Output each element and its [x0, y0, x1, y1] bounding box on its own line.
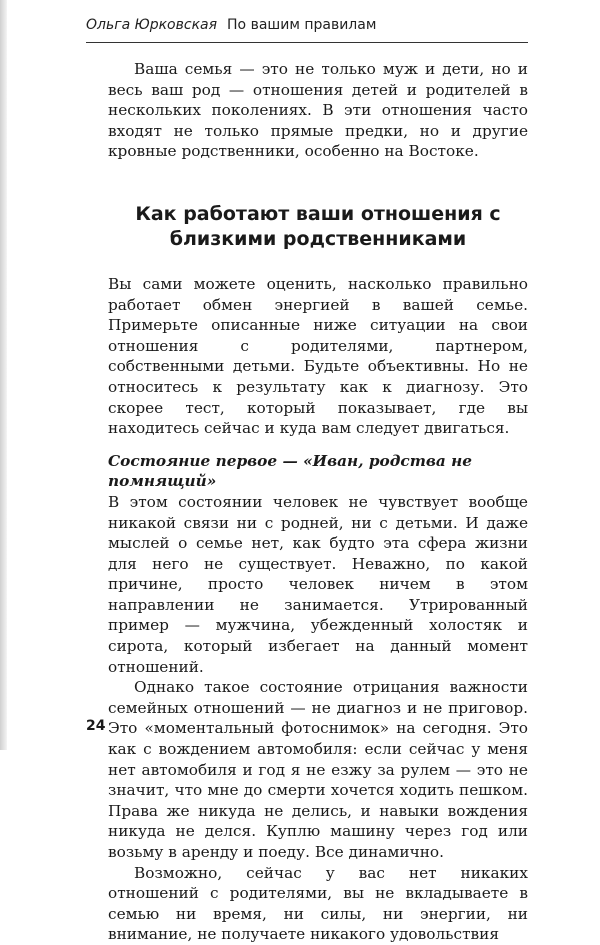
running-header: [86, 17, 526, 33]
body-paragraph: В этом состоянии человек не чувствует вообще никакой связи ни с родней, ни с детьми. И даже мыслей о семье нет, как будто эта сфера жизни для него не существует. Неважно, по какой причине, просто человек ничем в этом направлении не занимается. Утрированный пример — мужчина, убежденный холостяк и сирота, который избегает на данный момент отношений.: [108, 492, 528, 676]
section-heading: Как работают ваши отношения с близкими родственниками: [135, 202, 501, 250]
header-rule: [86, 42, 528, 43]
intro-paragraph: Ваша семья — это не только муж и дети, но и весь ваш род — отношения детей и родителей в нескольких поколениях. В эти отношения часто входят не только прямые предки, но и другие кровные родственники, особенно на Востоке.: [108, 60, 528, 161]
subheading: Состояние первое — «Иван, родства не помнящий»: [108, 451, 473, 491]
body-paragraph: Однако такое состояние отрицания важности семейных отношений — не диагноз и не приговор. Это «моментальный фотоснимок» на сегодня. Это как с вождением автомобиля: если сейчас у меня нет автомобиля и год я не езжу за рулем — это не значит, что мне до смерти хочется ходить пешком. Права же никуда не делись, и навыки вождения никуда не делся. Куплю машину через год или возьму в аренду и поеду. Все динамично.: [108, 678, 528, 861]
page-body: [108, 59, 528, 945]
section-paragraph: Вы сами можете оценить, насколько правильно работает обмен энергией в вашей семье. Примерьте описанные ниже ситуации на свои отношения с родителями, партнером, собственными детьми. Будьте объективны. Но не относитесь к результату как к диагнозу. Это скорее тест, который показывает, где вы находитесь сейчас и куда вам следует двигаться.: [108, 274, 528, 438]
page-edge-shadow: [0, 0, 7, 750]
body-paragraph: Возможно, сейчас у вас нет никаких отношений с родителями, вы не вкладываете в семью ни время, ни силы, ни энергии, ни внимание, не получаете никакого удовольствия: [108, 863, 528, 944]
page-number: 24: [86, 718, 106, 734]
header-author: Ольга Юрковская: [86, 17, 218, 33]
header-book-title: По вашим правилам: [227, 17, 377, 33]
